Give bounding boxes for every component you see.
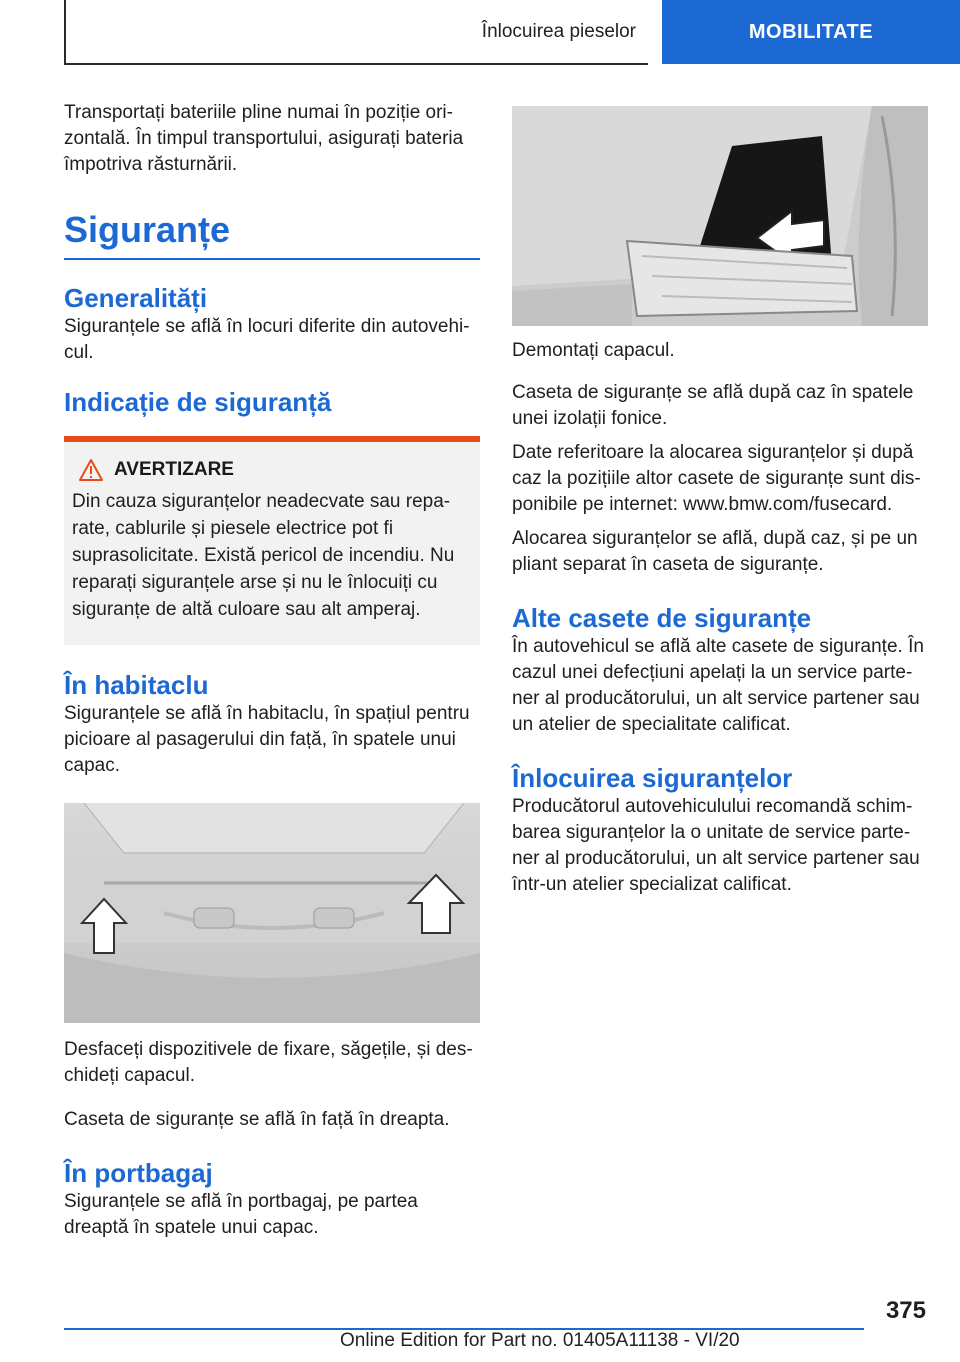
cabin-fuse-cover-photo [64,803,480,1023]
warning-label: AVERTIZARE [114,459,234,480]
general-heading: Generalități [64,283,208,313]
page-number: 375 [885,1297,926,1324]
safety-heading: Indicație de siguranță [64,387,332,417]
fuse-box-location-text: Caseta de siguranțe se află după caz în spatele unei izolații fonice. [512,382,914,429]
trunk-text: Siguranțele se află în portbagaj, pe partea dreaptă în spatele unui capac. [64,1191,418,1238]
header-chapter-tab[interactable]: MOBILITATE [662,0,960,64]
trunk-caption: Demontați capacul. [512,340,675,361]
fuse-allocation-leaflet-text: Alocarea siguranțelor se află, după caz, și pe un pliant separat în caseta de siguranțe. [512,528,918,575]
replace-fuses-heading: Înlocuirea siguranțelor [512,763,793,793]
footer-edition-text: Online Edition for Part no. 01405A11138 - VI/20 [340,1330,740,1351]
right-column [512,106,928,898]
fuse-allocation-internet-text: Date referitoare la alocarea siguranțelor și după caz la pozițiile altor casete de siguranțe sunt disponibile pe internet: www.bmw.com/fusecard. [512,442,921,515]
replace-fuses-text: Producătorul autovehiculului recomandă schimbarea siguranțelor la o unitate de service partener al producătorului, un alt service partener sau într-un atelier specializat calificat. [512,796,920,895]
cabin-text: Siguranțele se află în habitaclu, în spațiul pentru picioare al pasagerului din față, în spatele unui capac. [64,703,470,776]
page-title: Siguranțe [64,209,231,250]
warning-header [72,458,470,482]
other-fuse-boxes-text: În autovehicul se află alte casete de siguranțe. În cazul unei defecțiuni apelați la un service partener al producătorului, un alt service partener sau un atelier de specialitate calificat. [512,636,924,735]
intro-paragraph: Transportați bateriile pline numai în poziție orizontală. În timpul transportului, asigurați bateria împotriva răsturnării. [64,102,464,175]
trunk-heading: În portbagaj [64,1158,213,1188]
warning-text: Din cauza siguranțelor neadecvate sau reparate, cablurile și piesele electrice pot fi suprasolicitate. Există pericol de incendiu. Nu reparați siguranțele arse și nu le înlocuiți cu siguranțe de altă culoare sau alt amperaj. [72,491,455,620]
left-column [64,100,480,1241]
header-section-title: Înlocuirea pieselor [481,21,636,42]
cabin-caption-1: Desfaceți dispozitivele de fixare, săgețile, și deschideți capacul. [64,1039,473,1086]
general-text: Siguranțele se află în locuri diferite din autovehicul. [64,316,470,363]
warning-triangle-icon [78,458,104,482]
trunk-fuse-cover-photo [512,106,928,326]
other-fuse-boxes-heading: Alte casete de siguranțe [512,603,812,633]
cabin-photo-illustration [64,803,480,1023]
trunk-photo-illustration [512,106,928,326]
cabin-caption-2: Caseta de siguranțe se află în față în dreapta. [64,1109,450,1130]
cabin-heading: În habitaclu [64,670,209,700]
warning-box [64,436,480,645]
